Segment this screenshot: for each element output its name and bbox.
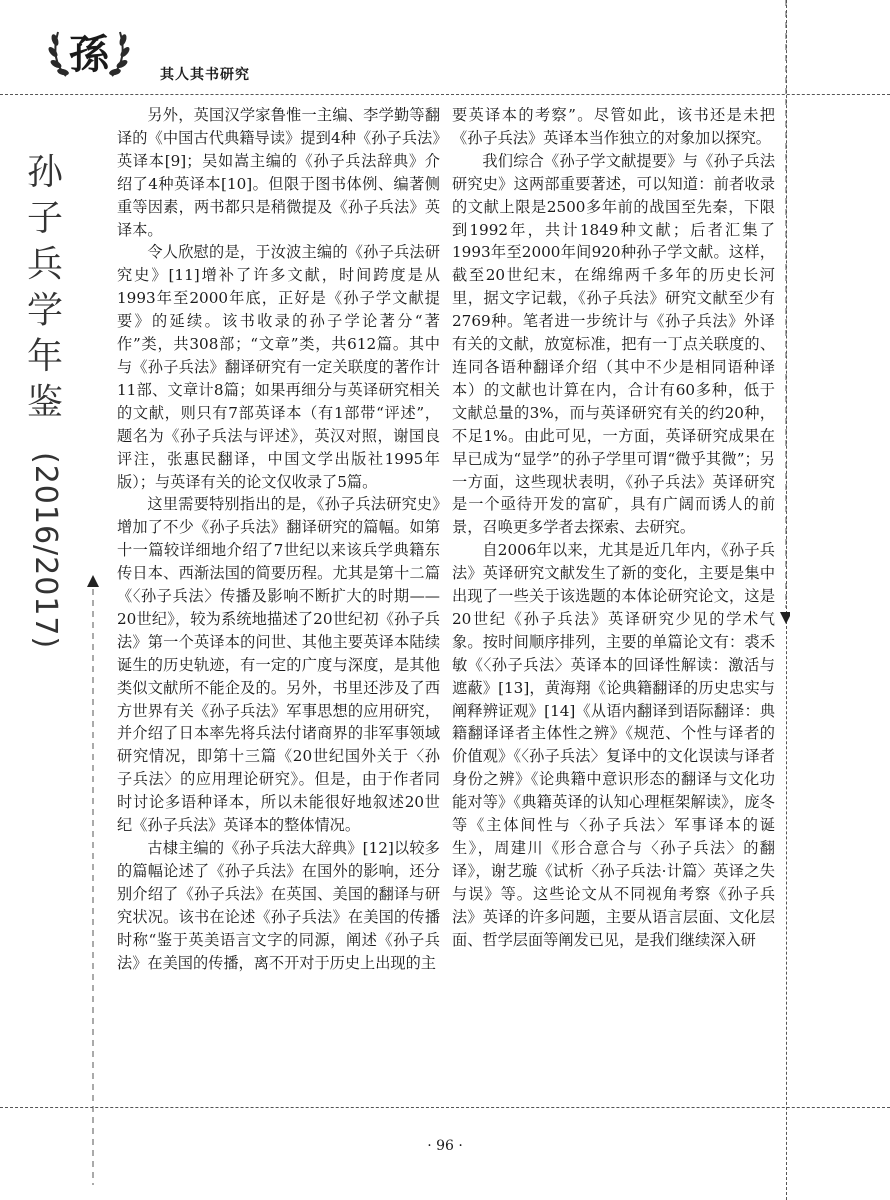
footer-rule	[0, 1107, 890, 1108]
paragraph: 自2006年以来，尤其是近几年内，《孙子兵法》英译研究文献发生了新的变化，主要是集中出现了一些关于该选题的本体论研究论文，这是20世纪《孙子兵法》英译研究少见的学术气象。按时间顺序排列，主要的单篇论文有：裘禾敏《〈孙子兵法〉英译本的回译性解读：激活与遮蔽》[13]，黄海翔《论典籍翻译的历史忠实与阐释辨证观》[14]《从语内翻译到语际翻译：典籍翻译译者主体性之辨》《规范、个性与译者的价值观》《〈孙子兵法〉复译中的文化误读与译者身份之辨》《论典籍中意识形态的翻译与文化功能对等》《典籍英译的认知心理框架解读》，庞冬等《主体间性与〈孙子兵法〉军事译本的诞生》，周建川《形合意合与〈孙子兵法〉的翻译》，谢艺璇《试析〈孙子兵法·计篇〉英译之失与误》等。这些论文从不同视角考察《孙子兵法》英译的许多问题，主要从语言层面、文化层面、哲学层面等阐发已见，是我们继续深入研	[452, 541, 775, 949]
wreath-logo	[44, 14, 134, 84]
side-year-text: (2016/2017)	[28, 452, 63, 650]
paragraph: 这里需要特别指出的是，《孙子兵法研究史》增加了不少《孙子兵法》翻译研究的篇幅。如第十一篇较详细地介绍了7世纪以来该兵学典籍东传日本、西渐法国的简要历程。尤其是第十二篇《〈孙子兵法〉传播及影响不断扩大的时期——20世纪》，较为系统地描述了20世纪初《孙子兵法》第一个英译本的问世、其他主要英译本陆续诞生的历史轨迹，有一定的广度与深度，是其他类似文献所不能企及的。另外，书里还涉及了西方世界有关《孙子兵法》军事思想的应用研究，并介绍了日本率先将兵法付诸商界的非军事领域研究情况，即第十三篇《20世纪国外关于〈孙子兵法〉的应用理论研究》。但是，由于作者同时讨论多语种译本，所以未能很好地叙述20世纪《孙子兵法》英译本的整体情况。	[117, 495, 440, 835]
up-arrow-icon	[86, 575, 100, 1185]
right-column	[452, 104, 775, 952]
paragraph: 令人欣慰的是，于汝波主编的《孙子兵法研究史》[11]增补了许多文献，时间跨度是从1993年至2000年底，正好是《孙子学文献提要》的延续。该书收录的孙子学论著分“著作”类，共308部；“文章”类，共612篇。其中与《孙子兵法》翻译研究有一定关联度的著作计11部、文章计8篇；如果再细分与英译研究相关的文献，则只有7部英译本（有1部带“评述”，题名为《孙子兵法与评述》，英汉对照，谢国良评注，张惠民翻译，中国文学出版社1995年版）；与英译有关的论文仅收录了5篇。	[117, 243, 440, 491]
paragraph: 我们综合《孙子学文献提要》与《孙子兵法研究史》这两部重要著述，可以知道：前者收录的文献上限是2500多年前的战国至先秦，下限到1992年，共计1849种文献；后者汇集了1993年至2000年间920种孙子学文献。这样，截至20世纪末，在绵绵两千多年的历史长河里，据文字记载，《孙子兵法》研究文献至少有2769种。笔者进一步统计与《孙子兵法》外译有关的文献，放宽标准，把有一丁点关联度的、连同各语种翻译介绍（其中不少是相同语种译本）的文献也计算在内，合计有60多种，低于文献总量的3%，而与英译研究有关的约20种，不足1%。由此可见，一方面，英译研究成果在早已成为“显学”的孙子学里可谓“微乎其微”；另一方面，这些现状表明，《孙子兵法》英译研究是一个亟待开发的富矿，具有广阔而诱人的前景，召唤更多学者去探索、去研究。	[452, 151, 775, 537]
down-arrow-icon	[776, 0, 790, 624]
side-title	[22, 150, 68, 426]
paragraph-continuation: 要英译本的考察”。尽管如此，该书还是未把《孙子兵法》英译本当作独立的对象加以探究。	[452, 106, 775, 147]
page-number: · 96 ·	[427, 1138, 463, 1154]
header-rule	[0, 94, 890, 95]
side-title-char: 年	[26, 336, 63, 377]
side-title-char: 鉴	[26, 382, 63, 423]
side-year	[20, 452, 70, 650]
paragraph: 另外，英国汉学家鲁惟一主编、李学勤等翻译的《中国古代典籍导读》提到4种《孙子兵法》英译本[9]；吴如嵩主编的《孙子兵法辞典》介绍了4种英译本[10]。但限于图书体例、编著侧重等因素，两书都只是稍微提及《孙子兵法》英译本。	[117, 106, 440, 239]
side-title-char: 学	[26, 290, 63, 331]
side-title-char: 子	[26, 198, 63, 239]
side-title-char: 兵	[26, 244, 63, 285]
side-title-chars	[22, 150, 68, 426]
left-column	[117, 104, 440, 974]
side-title-char: 孙	[26, 152, 63, 193]
logo-character: 孫	[69, 31, 109, 78]
section-title: 其人其书研究	[160, 67, 250, 83]
paragraph: 古棣主编的《孙子兵法大辞典》[12]以较多的篇幅论述了《孙子兵法》在国外的影响，还分别介绍了《孙子兵法》在英国、美国的翻译与研究状况。该书在论述《孙子兵法》在美国的传播时称“鉴于英美语言文字的同源，阐述《孙子兵法》在美国的传播，离不开对于历史上出现的主	[117, 839, 440, 972]
